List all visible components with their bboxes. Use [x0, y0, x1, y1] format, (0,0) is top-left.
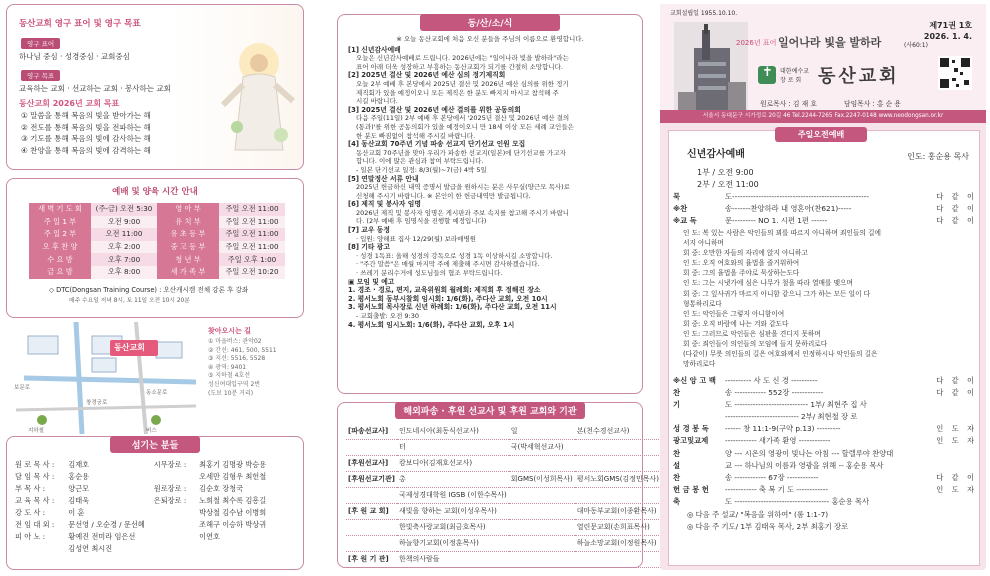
servant-cell: 박상철 김수남 이병희: [199, 508, 267, 517]
order-detail: ---------------------------- 2부/ 최현철 장 로: [725, 412, 858, 422]
address-bar: 서울시 동대문구 시가정로 20길 46 Tel.2244-7265 Fax.2247-0148 www.neodongsan.or.kr: [660, 110, 986, 123]
goal-tag: 영구 목표: [21, 70, 60, 81]
news-line: 동산교회 70주년을 맞아 우리가 파송한 선교지(일본)에 단기선교를 가고자: [356, 148, 566, 157]
goal-item: ③ 기도를 통해 복음의 빛에 감사하는 해: [21, 134, 151, 143]
map-street-label: 보문로: [14, 385, 30, 391]
mission-row: [346, 535, 661, 551]
news-heading: [3] 2025년 결산 및 2026년 예산 결의를 위한 공동의회: [348, 105, 521, 114]
news-line: · 입원: 양해표 집사 12/29(월) 보라매병원: [356, 234, 477, 243]
news-heading: 1. 경조 · 경로, 편지, 교육위원회 월례회: 제직회 후 정해진 장소: [348, 286, 541, 295]
motto-text: 하나님 중심 · 성경중심 · 교회중심: [19, 52, 130, 61]
map-bus-label: 버스: [146, 428, 157, 434]
servant-cell: 양근모: [68, 484, 90, 493]
servant-cell: 황예진 전미라 임은선: [68, 532, 136, 541]
servant-cell: 최홍기 김명광 박승용: [199, 460, 267, 469]
mission-row: [346, 439, 661, 455]
servant-cell: 김순호 장청국: [199, 484, 244, 493]
missions-box: [337, 402, 659, 568]
schedule-cell: 새 가 족 부: [157, 266, 219, 279]
schedule-cell: 주일 오전 11:00: [219, 216, 285, 229]
reading-line: 인 도: 그는 시냇가에 심은 나무가 철을 따라 열매를 맺으며: [683, 279, 853, 288]
order-detail: 교 --- 하나님의 이름과 영광을 위해 -- 홍순용 목사: [725, 460, 884, 470]
left-panel: [6, 4, 318, 570]
mission-cell: 열린문교회(손희표목사): [575, 519, 661, 535]
mission-cell: [346, 535, 397, 551]
issue-number: 제71권 1호: [929, 21, 972, 30]
schedule-cell: 유 초 등 부: [157, 228, 219, 241]
mission-row: [346, 455, 661, 471]
dtc-note-2: 매주 수요일 저녁 8시, 토 11일 오전 10시 20분: [69, 297, 190, 304]
mission-cell: 인도네시아(최동식선교사): [397, 423, 509, 439]
map-info: [208, 326, 304, 398]
order-list: [669, 375, 977, 508]
order-item: [669, 375, 977, 387]
schedule-cell: (주-금) 오전 5:30: [91, 203, 157, 216]
reading-line: 서지 아니하며: [683, 239, 724, 248]
schedule-row: [29, 216, 285, 229]
goal-item: ① 말씀을 통해 복음의 빛을 받아가는 해: [21, 111, 151, 120]
mission-cell: 대마동부교회(이종환목사): [575, 503, 661, 519]
news-heading: 3. 평서노회 목사장로 신년 하례회: 1/6(화), 주다산 교회, 오전 11시: [348, 303, 557, 312]
order-leader: 다 같 이: [936, 472, 977, 482]
order-label: ※찬: [673, 204, 688, 214]
servant-cell: [199, 543, 303, 555]
mission-row: [346, 551, 661, 567]
news-line: · 쓰레기 분리수거에 성도님들의 협조 부탁드립니다.: [356, 269, 503, 278]
news-line: 한 분도 빠짐없이 참석해 주시길 바랍니다.: [356, 131, 476, 140]
mission-cell: 일: [509, 423, 575, 439]
order-detail: 송 ------------ 67장 ------------: [725, 472, 819, 482]
servant-cell: 전 임 대 외 :: [15, 520, 55, 529]
schedule-cell: 청 년 부: [157, 253, 219, 266]
denom-2: 장 로 회: [780, 77, 802, 84]
mission-cell: 국제성경대학원 IGSB (이한수목사): [397, 487, 509, 503]
servants-box: [6, 436, 304, 570]
news-heading: [7] 교우 동정: [348, 226, 390, 235]
servant-cell: 강 도 사 :: [15, 508, 46, 517]
service-time: 2부 / 오전 11:00: [697, 180, 759, 189]
next-sermon: ◎ 다음 주 설교/ "복음을 위하여" (롬 1:1-7): [687, 510, 829, 519]
order-item: [669, 435, 977, 447]
church-name: 동산교회: [818, 66, 900, 87]
schedule-cell: 주일 오후 1:00: [219, 253, 285, 266]
map-info-line: 성신여대입구역 2번: [208, 380, 261, 388]
servants-title: 섬기는 분들: [110, 436, 200, 453]
news-heading: 4. 평서노회 임시노회: 1/6(화), 주다산 교회, 오후 1시: [348, 320, 515, 329]
reading-line: 인 도: 복 있는 사람은 악인들의 꾀를 따르지 아니하며 죄인들의 길에: [683, 229, 881, 237]
servant-cell: 김태욱: [68, 496, 90, 505]
news-heading: ▣ 모임 및 예고: [348, 277, 395, 286]
order-item: [669, 411, 977, 423]
schedule-row: [29, 253, 285, 266]
servant-row: [15, 531, 303, 543]
servant-row: [15, 519, 303, 531]
senior-pastor: 담임목사 : 홍 순 용: [844, 100, 901, 108]
reading-line: 회 중: 오만한 자들의 자리에 앉지 아니하고: [683, 249, 808, 258]
servant-row: [15, 507, 303, 519]
news-line: 제직회가 있을 예정이오니 모든 제직은 한 분도 빠지지 마시고 참석해 주: [356, 88, 559, 97]
order-item: [669, 460, 977, 472]
servant-cell: 문선영 / 오순경 / 문선혜: [68, 520, 145, 529]
mission-row: [346, 519, 661, 535]
news-heading: [6] 제직 및 봉사자 임명: [348, 200, 421, 209]
reading-line: 망하리로다: [683, 360, 716, 369]
news-line: - 교회출발: 오전 9:30: [356, 312, 420, 320]
mission-cell: [575, 439, 661, 455]
reading-line: 회 중: 오직 바람에 나는 겨와 같도다: [683, 319, 789, 328]
cover-motto: 일어나라 빛을 발하라: [778, 36, 882, 49]
goals-box: [6, 4, 304, 170]
order-leader: 인 도 자: [936, 484, 977, 494]
mission-cell: [509, 535, 575, 551]
order-leader: 인 도 자: [936, 424, 977, 434]
mission-cell: [575, 487, 661, 503]
order-label: ※신 앙 고 백: [673, 376, 716, 385]
news-line: · "주간 말씀"은 매월 마지막 주에 제출해 주시면 감사하겠습니다.: [356, 260, 540, 269]
servant-cell: [154, 531, 199, 543]
order-label: 찬: [673, 388, 681, 398]
church-building-photo: [674, 22, 748, 118]
worship-leader: 인도: 홍순용 목사: [907, 152, 969, 161]
goals-title: 동산교회 영구 표어 및 영구 목표: [19, 19, 141, 29]
mission-cell: [509, 551, 575, 567]
map-info-line: ④ 광역: 9401: [208, 363, 247, 371]
mission-cell: [509, 519, 575, 535]
mission-cell: 본(천수경선교사): [575, 423, 661, 439]
church-logo: [758, 66, 776, 84]
mission-cell: 국(박세혁선교사): [509, 439, 575, 455]
order-label: 묵: [673, 192, 681, 201]
mission-cell: [후원선교사]: [346, 455, 397, 471]
order-label: 기: [673, 400, 681, 410]
cover-header: [660, 4, 986, 122]
qr-code: [938, 56, 972, 90]
servant-row: [15, 471, 303, 483]
mission-cell: [346, 487, 397, 503]
news-box: [337, 14, 643, 394]
mission-row: [346, 423, 661, 439]
schedule-cell: 새 벽 기 도 회: [29, 203, 91, 216]
goal-item: ② 전도를 통해 복음의 빛을 전파하는 해: [21, 122, 151, 132]
schedule-cell: 주 일 1 부: [29, 216, 91, 229]
order-label: 찬: [673, 448, 681, 458]
order-leader: 다 같 이: [936, 192, 977, 201]
servant-row: [15, 495, 303, 507]
order-item: [669, 387, 977, 399]
schedule-cell: 주일 오전 11:00: [219, 203, 285, 216]
mission-row: [346, 487, 661, 503]
order-detail: ------ 창 11:1-9(구약 p.13) ---------: [725, 424, 841, 434]
schedule-cell: 주일 오전 11:00: [219, 241, 285, 254]
news-heading: [8] 기타 광고: [348, 243, 390, 252]
schedule-cell: 주일 오전 10:20: [219, 266, 285, 279]
servant-row: [15, 459, 303, 471]
reading-line: 회 중: 그의 율법을 주야로 묵상하는도다: [683, 269, 800, 278]
servant-cell: 이연호: [199, 532, 220, 541]
news-line: (통과)'를 위한 공동의회가 있을 예정이오니 만 18세 이상 모든 세례 교인들은: [356, 122, 574, 131]
order-label: 광고및교제: [673, 436, 709, 446]
servant-cell: 조해구 이승하 박상귀: [199, 520, 267, 529]
order-item: [669, 423, 977, 435]
map-info-line: ⑤ 지하철 4호선: [208, 372, 250, 380]
mission-cell: 한빛축사랑교회(최금호목사): [397, 519, 509, 535]
map-info-line: (도보 10분 거리): [208, 389, 254, 397]
schedule-row: [29, 203, 285, 216]
schedule-cell: 오 후 찬 양: [29, 241, 91, 254]
schedule-cell: 오후 7:00: [91, 253, 157, 266]
news-line: 표어 아래 더욱 성장하고 부흥하는 동산교회가 되기를 간절히 소망합니다.: [356, 62, 563, 71]
goal-item: ④ 찬양을 통해 복음의 빛에 감격하는 해: [21, 145, 151, 155]
servant-cell: [154, 471, 199, 483]
map-info-line: ③ 지선: 5516, 5528: [208, 355, 266, 363]
schedule-row: [29, 241, 285, 254]
servant-cell: 교 육 목 사 :: [15, 496, 55, 505]
order-leader: 다 같 이: [936, 216, 977, 226]
schedule-cell: 오후 8:00: [91, 266, 157, 279]
order-label: 설: [673, 460, 681, 470]
schedule-cell: 주 일 2 부: [29, 228, 91, 241]
reading-line: 인 도: 악인들은 그렇지 아니함이여: [683, 309, 785, 318]
map-church-label: 동산교회: [114, 343, 145, 352]
order-item: [669, 215, 977, 227]
news-intro: ※ 오늘 동산교회에 처음 오신 분들을 주님의 이름으로 환영합니다.: [396, 35, 584, 43]
order-detail: 도----------------------------------------------------: [725, 192, 869, 201]
middle-panel: [337, 4, 659, 570]
missions-table: [346, 423, 661, 568]
mission-cell: 터: [397, 439, 509, 455]
schedule-cell: 수 요 밤: [29, 253, 91, 266]
reading-line: (다같이) 무릇 의인들의 길은 여호와께서 인정하시나 악인들의 길은: [683, 350, 878, 359]
reading-line: 형통하리로다: [683, 299, 722, 308]
servant-cell: 이 훈: [68, 508, 85, 517]
mission-cell: 회GMS(이성희목사): [509, 471, 575, 487]
order-leader: 다 같 이: [936, 376, 977, 385]
news-heading: 2. 평서노회 동부시찰회 임시회: 1/6(화), 주다산 교회, 오전 10시: [348, 294, 548, 303]
mission-cell: [575, 551, 661, 567]
cross-icon: ✝: [762, 65, 773, 80]
news-heading: [5] 연말정산 서류 안내: [348, 174, 419, 183]
news-heading: [2] 2025년 결산 및 2026년 예산 심의 정기제직회: [348, 71, 506, 80]
schedule-row: [29, 266, 285, 279]
map-info-title: 찾아오시는 길: [208, 327, 252, 335]
bulletin-body: [668, 130, 980, 566]
news-line: 신청해 주시기 바랍니다. ※ 본인이 한 헌금내역만 발급됩니다.: [356, 191, 531, 200]
schedule-cell: 주일 오전 11:00: [219, 228, 285, 241]
order-detail: ------------ 축 복 기 도 ------------: [725, 484, 828, 494]
servant-cell: 원 로 목 사 :: [15, 460, 55, 469]
map-info-line: ② 간선: 461, 500, 5511: [208, 346, 277, 354]
servant-cell: 오세만 김형우 최헌철: [199, 472, 267, 481]
schedule-cell: 영 아 부: [157, 203, 219, 216]
mission-cell: [575, 455, 661, 471]
news-line: · 성경 1독표: 올해 성경의 강독으로 성경 1독 이상하시길 소망합니다.: [356, 251, 553, 260]
map-area: [6, 322, 304, 434]
dtc-note: ◇ DTC(Dongsan Training Course) : 오산캐시캠 전체 강론 후 강좌: [49, 285, 249, 294]
mission-cell: 평서노회GMS(김정민목사): [575, 471, 661, 487]
schedule-cell: 유 치 부: [157, 216, 219, 229]
schedule-cell: 금 요 밤: [29, 266, 91, 279]
goal-text: 교육하는 교회 · 선교하는 교회 · 봉사하는 교회: [19, 83, 171, 93]
mission-cell: 총: [397, 471, 509, 487]
servant-cell: 김성연 최시진: [68, 544, 113, 553]
news-line: 다음 주일(11일) 2부 예배 후 본당에서 '2025년 결산 및 2026년 예산 결의: [356, 114, 570, 123]
news-line: 2026년 제직 및 봉사자 임명은 게시판과 주보 속지를 참고해 주시기 바랍니: [356, 208, 570, 217]
servant-row: [15, 543, 303, 555]
mission-cell: 한책의사람들: [397, 551, 509, 567]
order-leader: 다 같 이: [936, 204, 977, 214]
issue-date: 2026. 1. 4.: [923, 32, 972, 41]
order-detail: 도 ------------------------------------ 홍순용 목사: [725, 496, 870, 506]
motto-tag: 영구 표어: [21, 38, 60, 49]
order-detail: 양 --- 시온의 영광이 빛나는 아침 --- 할렐루야 찬양대: [725, 448, 894, 458]
servant-cell: 원로장로 :: [153, 484, 187, 493]
mission-row: [346, 471, 661, 487]
service-time: 1부 / 오전 9:00: [697, 168, 754, 177]
news-line: 2025년 헌금하신 내역 증명서 발급을 원하시는 분은 사무실(양근모 목사)로: [356, 183, 570, 192]
reading-line: 회 중: 그 잎사귀가 마르지 아니함 같으니 그가 하는 모든 일이 다: [683, 289, 871, 298]
order-leader: 다 같 이: [936, 388, 977, 398]
denom-1: 대한예수교: [780, 68, 809, 75]
reading-line: 인 도: 그러므로 악인들은 심판을 견디지 못하며: [683, 329, 821, 338]
servant-cell: [154, 543, 199, 555]
map-info-line: ① 마을버스: 관악02: [208, 338, 262, 345]
map-street-label: 동소문로: [146, 390, 168, 396]
order-list: [669, 191, 977, 227]
map-street-label: 창경궁로: [86, 400, 108, 406]
schedule-title: 예배 및 양육 시간 안내: [112, 187, 198, 197]
news-line: 오늘은 신년감사예배로 드립니다. 2026년에는 "일어나라 빛을 발하라"라는: [356, 54, 569, 63]
news-line: 다. (2부 예배 후 임명식을 진행할 예정입니다): [356, 217, 487, 226]
servants-table: [15, 459, 303, 555]
news-heading: [4] 동산교회 70주년 기념 파송 선교지 단기선교 인원 모집: [348, 140, 526, 149]
servant-row: [15, 483, 303, 495]
servant-cell: [154, 519, 199, 531]
mission-cell: 캄보디아(김재호선교사): [397, 455, 509, 471]
mission-row: [346, 503, 661, 519]
cover-verse: (사60:1): [904, 42, 928, 49]
schedule-cell: 오전 11:00: [91, 228, 157, 241]
mission-cell: [346, 519, 397, 535]
jesus-illustration: [213, 35, 295, 155]
order-label: 헌 금 봉 헌: [673, 484, 709, 494]
mission-cell: [346, 439, 397, 455]
order-item: [669, 484, 977, 496]
servant-cell: 부 목 사 :: [15, 484, 46, 493]
servant-cell: 김재호: [68, 460, 90, 469]
schedule-row: [29, 228, 285, 241]
mission-cell: 하늘소망교회(이정원목사): [575, 535, 661, 551]
servant-cell: 시무장로 :: [153, 460, 187, 469]
next-prayer: ◎ 다음 주 기도/ 1부 김태욱 목사, 2부 최홍기 장로: [687, 522, 849, 531]
order-label: 찬: [673, 472, 681, 482]
missions-title: 해외파송 · 후원 선교사 및 후원 교회와 기관: [395, 402, 585, 419]
right-panel: [660, 4, 986, 570]
order-item: [669, 399, 977, 411]
news-list: [338, 46, 642, 330]
worship-title: 신년감사예배: [687, 149, 745, 160]
reading-line: 회 중: 죄인들이 의인들의 모임에 들지 못하리로다: [683, 340, 828, 349]
mission-cell: [후 원 기 관]: [346, 551, 397, 567]
schedule-cell: 오후 2:00: [91, 241, 157, 254]
mission-cell: 새빛을 향하는 교회(이성우목사): [397, 503, 509, 519]
schedule-cell: 오전 9:00: [91, 216, 157, 229]
mission-cell: [509, 455, 575, 471]
schedule-table: [29, 203, 285, 279]
order-item: [669, 472, 977, 484]
servant-cell: [154, 507, 199, 519]
servant-cell: 홍순용: [68, 472, 90, 481]
schedule-cell: 중 고 등 부: [157, 241, 219, 254]
news-line: 오늘 2부 예배 후 본당에서 2025년 결산 및 2026년 예산 심의를 위한 정기: [356, 79, 569, 88]
schedule-box: [6, 178, 304, 318]
order-item: [669, 191, 977, 203]
order-detail: 송 ------------ 552장 ------------: [725, 388, 824, 398]
order-item: [669, 448, 977, 460]
elder-pastor: 원로목사 : 김 재 호: [760, 100, 817, 108]
order-item: [669, 496, 977, 508]
mission-cell: [파송선교사]: [346, 423, 397, 439]
goal2026-title: 동산교회 2026년 교회 목표: [19, 99, 120, 108]
worship-tab: 주일오전예배: [775, 127, 867, 142]
order-detail: 문--------- NO 1. 시편 1편 ------: [725, 216, 828, 226]
news-title: 동/산/소/식: [420, 14, 560, 31]
order-detail: 송-------찬양하라 내 영혼아(찬621)-----: [725, 204, 852, 214]
map-subway-label: 지하철: [28, 428, 44, 434]
news-line: 합니다. 이에 많은 관심과 참여 부탁드립니다.: [356, 157, 484, 166]
mission-cell: 하늘향기교회(이정훈목사): [397, 535, 509, 551]
motto-year: 2026년 표어: [736, 39, 777, 47]
order-detail: 도 ---------------------------- 1부/ 최현주 집 사: [725, 400, 867, 410]
servant-cell: [15, 543, 68, 555]
news-line: - 일본 단기선교 일정: 8/3(월)~7(금) 4박 5일: [356, 165, 487, 174]
est-date: 교회설립일 1955.10.10.: [670, 10, 738, 17]
reading-line: 인 도: 오직 여호와의 율법을 즐거워하여: [683, 259, 800, 268]
servant-cell: 은퇴장로 :: [153, 496, 187, 505]
order-label: 축: [673, 496, 681, 506]
order-leader: 인 도 자: [936, 436, 977, 446]
servant-cell: 노희철 최수록 김흥길: [199, 496, 267, 505]
mission-cell: [509, 487, 575, 503]
servant-cell: 담 임 목 사 :: [15, 472, 55, 481]
responsive-reading: [669, 228, 977, 369]
mission-cell: [후원선교기관]: [346, 471, 397, 487]
servant-cell: 피 아 노 :: [15, 532, 46, 541]
location-map: [6, 322, 206, 434]
order-label: 성 경 봉 독: [673, 424, 709, 434]
order-detail: ---------- 사 도 신 경 ----------: [725, 376, 818, 385]
order-item: [669, 203, 977, 215]
news-heading: [1] 신년감사예배: [348, 45, 401, 54]
mission-cell: [509, 503, 575, 519]
news-line: 시길 바랍니다.: [356, 97, 398, 106]
mission-cell: [후 원 교 회]: [346, 503, 397, 519]
order-label: ※교 독: [673, 216, 697, 226]
order-detail: ------------ 새가족 환영 ------------: [725, 436, 831, 446]
